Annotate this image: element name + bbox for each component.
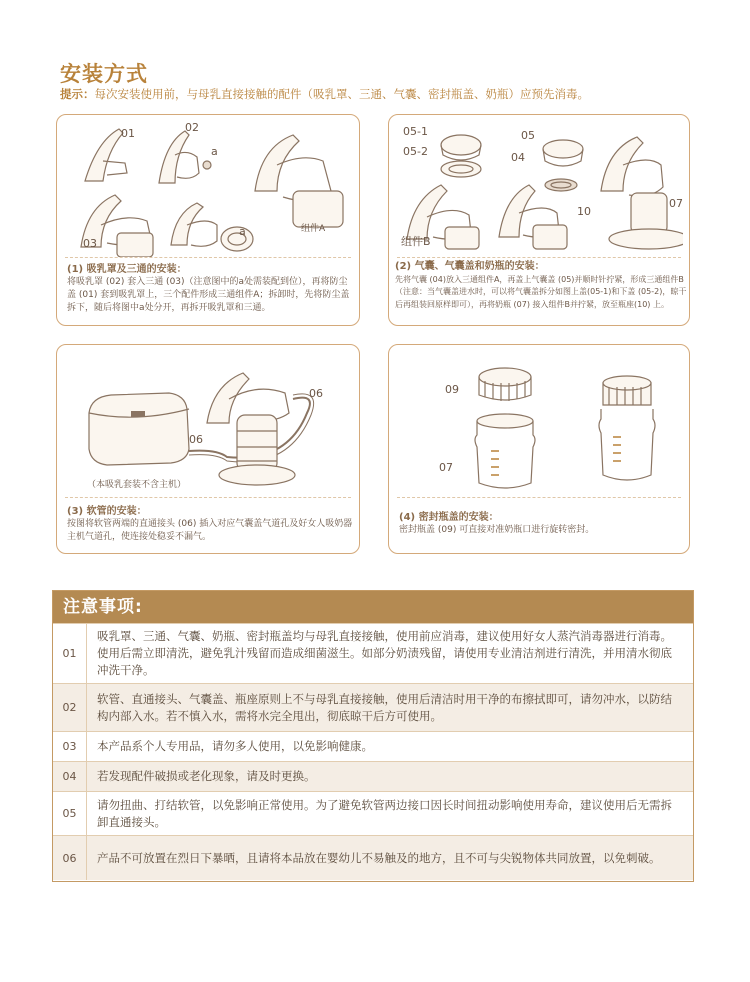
panel-3-description — [67, 505, 353, 544]
label-05-1: 05-1 — [403, 125, 428, 138]
note-number: 02 — [53, 684, 87, 731]
note-row — [53, 761, 693, 791]
panel-4-description — [399, 511, 685, 537]
panel-1-heading: (1) 吸乳罩及三通的安装： — [67, 264, 187, 275]
panel-assembly-tube — [56, 344, 360, 554]
note-text: 本产品系个人专用品，请勿多人使用，以免影响健康。 — [97, 739, 373, 753]
panel-assembly-cap — [388, 344, 690, 554]
panel-3-heading: (3) 软管的安装： — [67, 506, 147, 517]
label-06-bottom: 06 — [189, 433, 203, 446]
note-row — [53, 835, 693, 880]
label-03: 03 — [83, 237, 97, 250]
label-02: 02 — [185, 121, 199, 134]
note-number: 01 — [53, 624, 87, 683]
notes-title: 注意事项: — [53, 591, 693, 623]
label-10: 10 — [577, 205, 591, 218]
bottle-cap-illustration — [399, 355, 683, 495]
label-assembly-a: 组件A — [301, 224, 326, 234]
tip-text: 每次安装使用前，与母乳直接接触的配件（吸乳罩、三通、气囊、密封瓶盖、奶瓶）应预先消毒。 — [94, 87, 589, 101]
note-row — [53, 623, 693, 683]
note-row — [53, 731, 693, 761]
note-number: 04 — [53, 762, 87, 791]
page-title: 安装方式 — [60, 62, 148, 86]
tube-assembly-illustration — [67, 353, 353, 493]
note-text: 若发现配件破损或老化现象，请及时更换。 — [97, 769, 316, 783]
note-text: 请勿扭曲、打结软管，以免影响正常使用。为了避免软管两边接口因长时间扭动影响使用寿命，建议使用后无需拆卸直通接头。 — [97, 797, 672, 829]
note-number: 03 — [53, 732, 87, 761]
label-a-bottom: a — [239, 225, 246, 238]
shield-assembly-illustration — [67, 121, 353, 257]
label-not-included: （本吸乳套装不含主机） — [87, 480, 187, 490]
notes-table — [52, 590, 694, 882]
label-09: 09 — [445, 383, 459, 396]
label-05-2: 05-2 — [403, 145, 428, 158]
label-assembly-b: 组件B — [401, 235, 431, 248]
label-04: 04 — [511, 151, 525, 164]
note-text: 软管、直通接头、气囊盖、瓶座原则上不与母乳直接接触，使用后清洁时用干净的布擦拭即可，请勿冲水，以防结构内部入水。若不慎入水，需将水完全甩出，彻底晾干后方可使用。 — [97, 691, 672, 723]
note-text: 产品不可放置在烈日下暴晒，且请将本品放在婴幼儿不易触及的地方，且不可与尖锐物体共同放置，以免刺破。 — [97, 850, 661, 865]
panel-assembly-shield — [56, 114, 360, 326]
panel-2-description — [395, 261, 687, 311]
label-06-top: 06 — [309, 387, 323, 400]
tip-label: 提示： — [60, 87, 95, 101]
panel-1-description — [67, 263, 353, 315]
panel-4-text: 密封瓶盖 (09) 可直接对准奶瓶口进行旋转密封。 — [399, 525, 595, 535]
note-row — [53, 791, 693, 835]
note-row — [53, 683, 693, 731]
panel-1-text: 将吸乳罩 (02) 套入三通 (03)（注意图中的a处需装配到位），再将防尘盖 (01) 套到吸乳罩上，三个配件形成三通组件A；拆卸时，先将防尘盖拆下，随后将图中a处分开，再拆开吸乳罩和三通。 — [67, 277, 350, 313]
label-01: 01 — [121, 127, 135, 140]
label-07: 07 — [439, 461, 453, 474]
panel-2-text: 先将气囊 (04)放入三通组件A，再盖上气囊盖 (05)并顺时针拧紧，形成三通组件B（注意：当气囊盖进水时，可以将气囊盖拆分如图上盖(05-1)和下盖 (05-2)，晾干后再组装回原样即可），再将奶瓶 (07) 接入组件B并拧紧，放至瓶座(10) 上。 — [395, 274, 687, 309]
panel-4-heading: (4) 密封瓶盖的安装： — [399, 512, 499, 523]
note-number: 06 — [53, 836, 87, 880]
note-number: 05 — [53, 792, 87, 835]
panel-2-heading: (2) 气囊、气囊盖和奶瓶的安装： — [395, 261, 545, 272]
panel-assembly-valve — [388, 114, 690, 326]
valve-assembly-illustration — [399, 121, 683, 255]
label-07: 07 — [669, 197, 683, 210]
tip-line — [60, 86, 589, 102]
label-05: 05 — [521, 129, 535, 142]
panel-3-text: 按图将软管两端的直通接头 (06) 插入对应气囊盖气道孔及好女人吸奶器主机气道孔，使连接处稳妥不漏气。 — [67, 519, 353, 542]
label-a-top: a — [211, 145, 218, 158]
note-text: 吸乳罩、三通、气囊、奶瓶、密封瓶盖均与母乳直接接触，使用前应消毒，建议使用好女人蒸汽消毒器进行消毒。使用后需立即清洗，避免乳汁残留而造成细菌滋生。如部分奶渍残留，请使用专业清洁剂进行清洗，并用清水彻底冲洗干净。 — [97, 629, 672, 677]
